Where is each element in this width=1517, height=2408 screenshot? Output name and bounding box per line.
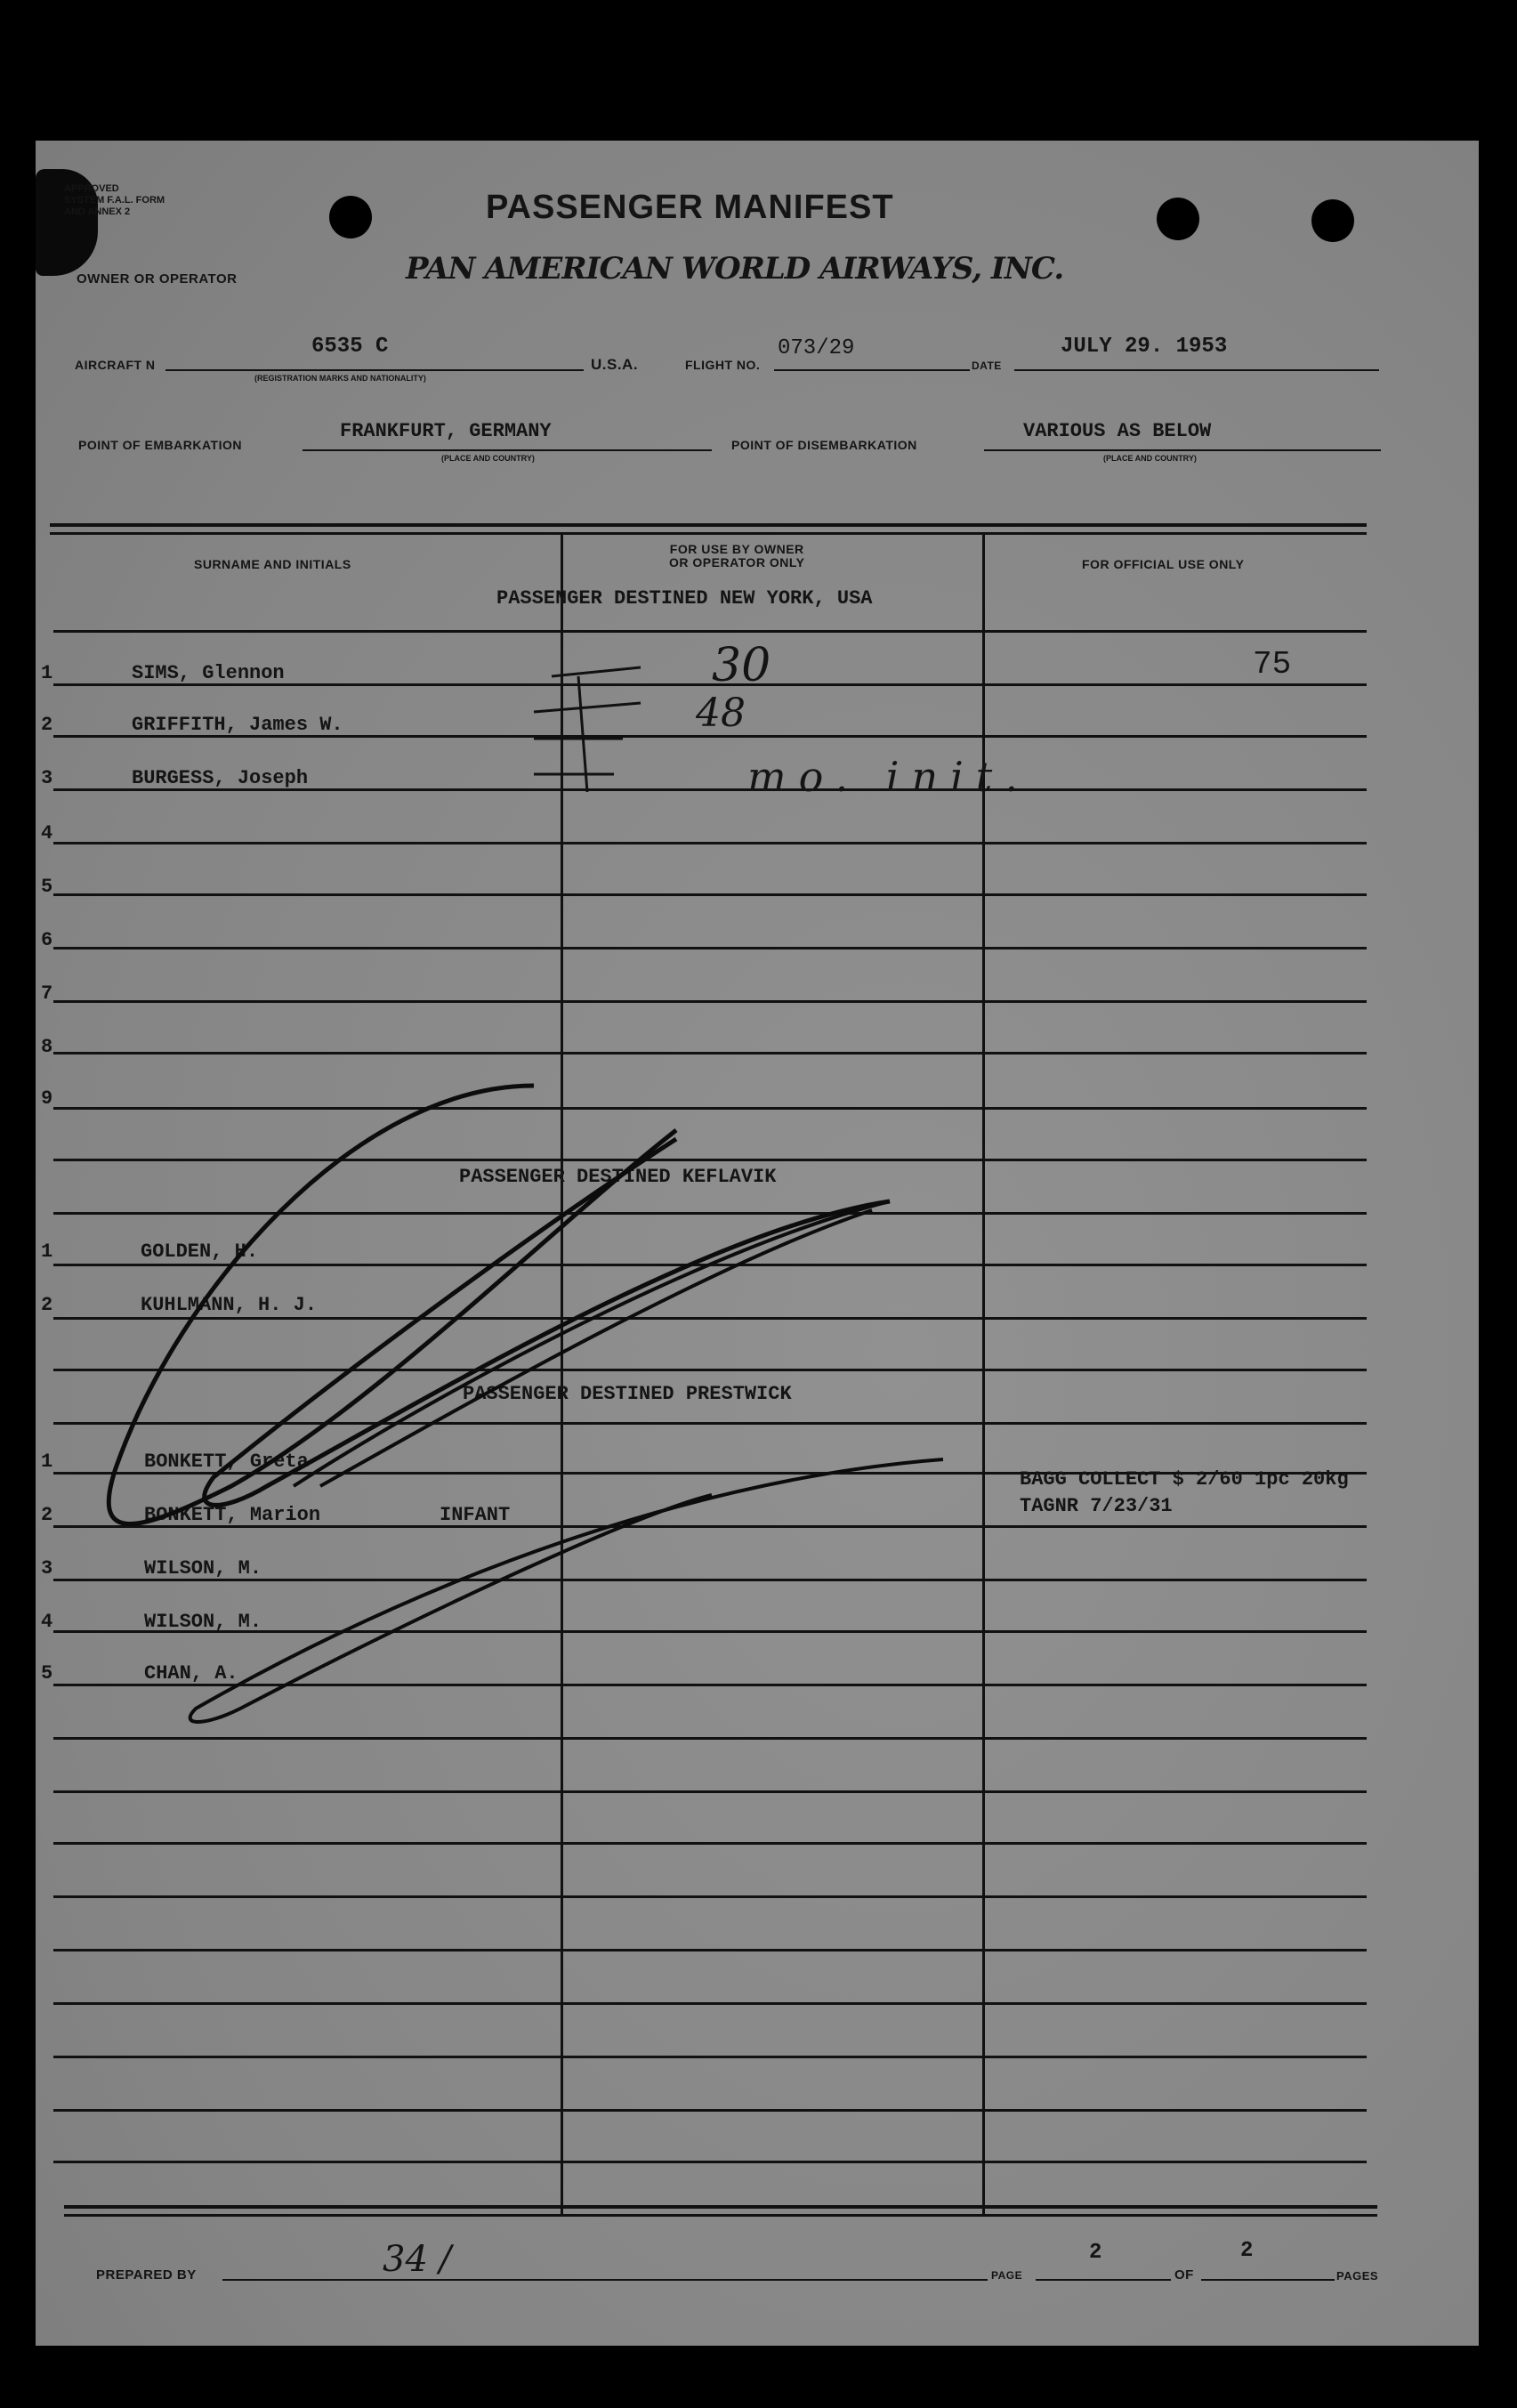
embarkation-label: POINT OF EMBARKATION bbox=[78, 438, 242, 452]
of-underline bbox=[1201, 2279, 1335, 2281]
total-pages: 2 bbox=[1240, 2239, 1254, 2263]
row-number: 7 bbox=[41, 982, 53, 1005]
owner-operator-label: OWNER OR OPERATOR bbox=[77, 271, 238, 287]
punch-hole-left bbox=[329, 196, 372, 238]
row-number: 2 bbox=[41, 714, 53, 736]
row-number: 2 bbox=[41, 1504, 53, 1526]
row-rule bbox=[53, 1842, 1367, 1845]
row-number: 4 bbox=[41, 822, 53, 844]
date-underline bbox=[1014, 369, 1379, 371]
row-number: 3 bbox=[41, 1557, 53, 1580]
row-rule bbox=[53, 893, 1367, 896]
row-number: 6 bbox=[41, 929, 53, 951]
footer-rule-1 bbox=[64, 2205, 1377, 2209]
row-number: 2 bbox=[41, 1294, 53, 1316]
infant-note: INFANT bbox=[440, 1504, 511, 1526]
row-rule bbox=[53, 2109, 1367, 2112]
row-rule bbox=[53, 1895, 1367, 1898]
section-prestwick: PASSENGER DESTINED PRESTWICK bbox=[463, 1383, 792, 1405]
usa-label: U.S.A. bbox=[591, 356, 639, 373]
handwritten-mark-a: 30 bbox=[712, 639, 771, 692]
row-number: 5 bbox=[41, 876, 53, 898]
page-number: 2 bbox=[1089, 2241, 1102, 2265]
approved-stamp: APPROVED SYSTEM F.A.L. FORM AND ANNEX 2 bbox=[64, 183, 165, 217]
handwritten-bracket-strokes bbox=[516, 641, 694, 801]
page-label: PAGE bbox=[991, 2269, 1023, 2282]
flight-value: 073/29 bbox=[778, 336, 855, 360]
punch-hole-right bbox=[1311, 199, 1354, 242]
row-number: 8 bbox=[41, 1036, 53, 1058]
disembark-underline bbox=[984, 449, 1381, 451]
embark-caption: (PLACE AND COUNTRY) bbox=[441, 454, 535, 463]
prepared-by-label: PREPARED BY bbox=[96, 2267, 197, 2283]
passenger-name: CHAN, A. bbox=[144, 1662, 238, 1685]
column-header-surname: SURNAME AND INITIALS bbox=[194, 557, 351, 571]
cancel-scribble bbox=[89, 1068, 943, 1744]
row-rule bbox=[53, 1052, 1367, 1055]
row-rule bbox=[53, 2002, 1367, 2005]
passenger-name: GRIFFITH, James W. bbox=[132, 714, 343, 736]
footer-rule-2 bbox=[64, 2214, 1377, 2217]
row-rule bbox=[53, 2056, 1367, 2058]
official-count: 75 bbox=[1253, 646, 1292, 683]
baggage-note: BAGG COLLECT $ 2/60 1pc 20kg bbox=[1020, 1468, 1349, 1491]
disembarkation-value: VARIOUS AS BELOW bbox=[1023, 420, 1212, 442]
passenger-name: GOLDEN, H. bbox=[141, 1240, 259, 1263]
of-label: OF bbox=[1174, 2267, 1194, 2283]
column-header-official-use: FOR OFFICIAL USE ONLY bbox=[1082, 557, 1245, 571]
table-top-rule-2 bbox=[50, 532, 1367, 535]
row-number: 4 bbox=[41, 1611, 53, 1633]
passenger-name: BURGESS, Joseph bbox=[132, 767, 309, 789]
table-top-rule-1 bbox=[50, 523, 1367, 527]
registration-caption: (REGISTRATION MARKS AND NATIONALITY) bbox=[254, 374, 426, 383]
row-rule bbox=[53, 1000, 1367, 1003]
passenger-name: BONKETT, Greta bbox=[144, 1450, 309, 1473]
section-keflavik: PASSENGER DESTINED KEFLAVIK bbox=[459, 1166, 777, 1188]
pages-label: PAGES bbox=[1336, 2269, 1379, 2283]
page-title: PASSENGER MANIFEST bbox=[486, 189, 894, 226]
embarkation-value: FRANKFURT, GERMANY bbox=[340, 420, 552, 442]
row-number: 5 bbox=[41, 1662, 53, 1685]
row-number: 3 bbox=[41, 767, 53, 789]
disembark-caption: (PLACE AND COUNTRY) bbox=[1103, 454, 1197, 463]
flight-label: FLIGHT NO. bbox=[685, 358, 761, 372]
company-name: PAN AMERICAN WORLD AIRWAYS, INC. bbox=[406, 251, 1064, 287]
section-new-york: PASSENGER DESTINED NEW YORK, USA bbox=[496, 587, 873, 610]
prepared-underline bbox=[222, 2279, 988, 2281]
column-header-owner-use: FOR USE BY OWNER OR OPERATOR ONLY bbox=[669, 542, 805, 570]
row-number: 1 bbox=[41, 1240, 53, 1263]
date-value: JULY 29. 1953 bbox=[1061, 335, 1228, 359]
punch-hole-center bbox=[1157, 198, 1199, 240]
disembarkation-label: POINT OF DISEMBARKATION bbox=[731, 438, 917, 452]
row-rule bbox=[53, 2161, 1367, 2163]
row-rule bbox=[53, 947, 1367, 949]
page-underline bbox=[1036, 2279, 1171, 2281]
flight-underline bbox=[774, 369, 970, 371]
passenger-name: SIMS, Glennon bbox=[132, 662, 285, 684]
embark-underline bbox=[303, 449, 712, 451]
passenger-name: KUHLMANN, H. J. bbox=[141, 1294, 318, 1316]
row-rule bbox=[53, 1790, 1367, 1793]
row-number: 1 bbox=[41, 662, 53, 684]
tag-number-note: TAGNR 7/23/31 bbox=[1020, 1495, 1173, 1517]
aircraft-value: 6535 C bbox=[311, 335, 389, 359]
passenger-name: WILSON, M. bbox=[144, 1557, 262, 1580]
prepared-by-value: 34 / bbox=[383, 2239, 452, 2280]
date-label: DATE bbox=[972, 360, 1002, 372]
handwritten-mark-b: 48 bbox=[696, 691, 746, 736]
row-rule bbox=[53, 1949, 1367, 1951]
row-rule bbox=[53, 630, 1367, 633]
aircraft-label: AIRCRAFT N bbox=[75, 358, 156, 372]
passenger-name: BONKETT, Marion bbox=[144, 1504, 321, 1526]
aircraft-underline bbox=[165, 369, 584, 371]
passenger-name: WILSON, M. bbox=[144, 1611, 262, 1633]
handwritten-scrawl: mo. init. bbox=[747, 753, 1030, 801]
row-rule bbox=[53, 842, 1367, 844]
row-number: 9 bbox=[41, 1087, 53, 1110]
row-number: 1 bbox=[41, 1450, 53, 1473]
